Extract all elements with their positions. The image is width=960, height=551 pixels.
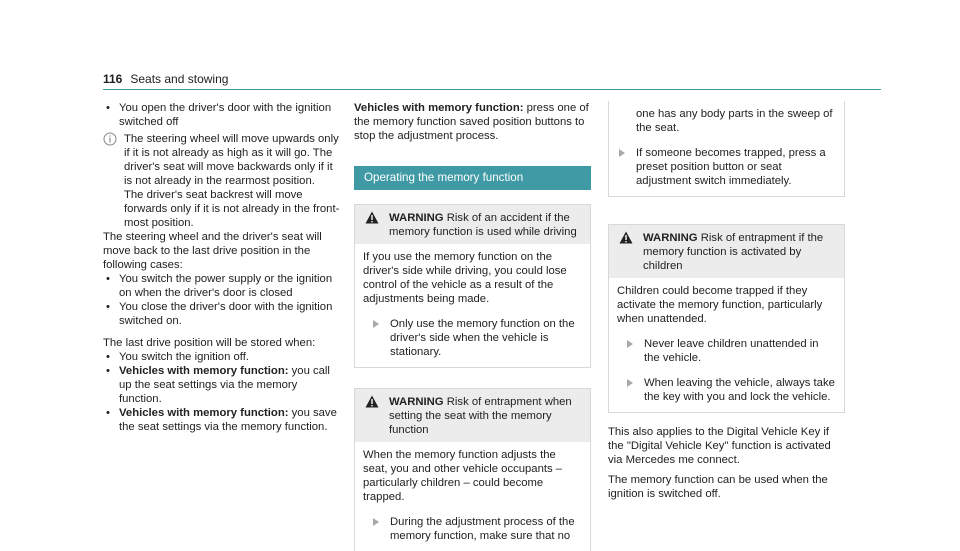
paragraph: The last drive position will be stored when: [103, 337, 316, 349]
list-item: • You open the driver's door with the ignition switched off [103, 101, 340, 129]
warning-title: Risk of entrapment if the memory function is activated by children [643, 232, 824, 272]
info-note [103, 132, 340, 230]
arrow-icon [373, 320, 379, 328]
step-item [617, 376, 836, 404]
column-3 [608, 101, 845, 501]
arrow-icon [627, 379, 633, 387]
paragraph [354, 101, 591, 143]
step-item [617, 337, 836, 365]
paragraph: This also applies to the Digital Vehicle Key if the "Digital Vehicle Key" function is activated via Mercedes me connect. [608, 426, 831, 466]
step-item [609, 146, 836, 188]
warning-text: Children could become trapped if they activate the memory function, particularly when unattended. [617, 285, 823, 325]
info-text-2: The driver's seat backrest will move forwards only if it is not already in the front-most position. [124, 189, 340, 229]
warning-icon [365, 395, 379, 408]
bold-label: Vehicles with memory function: [354, 102, 524, 114]
step-text: Only use the memory function on the driver's side when the vehicle is stationary. [390, 318, 575, 358]
step-text: If someone becomes trapped, press a preset position button or seat adjustment switch immediately. [636, 147, 826, 187]
paragraph: The steering wheel and the driver's seat will move back to the last drive position in the following cases: [103, 231, 322, 271]
warning-body [355, 442, 590, 551]
warning-text: If you use the memory function on the driver's side while driving, you could lose control of the vehicle as a result of the adjustments being made. [363, 251, 567, 305]
warning-label: WARNING [643, 232, 698, 244]
arrow-icon [619, 149, 625, 157]
step-text: During the adjustment process of the memory function, make sure that no [390, 516, 575, 542]
step-text: When leaving the vehicle, always take the key with you and lock the vehicle. [644, 377, 835, 403]
warning-box [354, 388, 591, 551]
warning-continued [608, 101, 845, 197]
list-item: • You switch the power supply or the ignition on when the driver's door is closed [103, 272, 340, 300]
item-text: you call up the seat settings via the memory function. [119, 365, 330, 405]
page-header [103, 72, 228, 86]
paragraph-text: press one of the memory function saved position buttons to stop the adjustment process. [354, 102, 589, 142]
item-text: you save the seat settings via the memory function. [119, 407, 337, 433]
warning-title: Risk of an accident if the memory function is used while driving [389, 212, 577, 238]
step-item [363, 515, 582, 543]
step-text: Never leave children unattended in the vehicle. [644, 338, 819, 364]
list-item [103, 406, 340, 434]
warning-icon [365, 211, 379, 224]
warning-header [609, 225, 844, 278]
section-title: Seats and stowing [130, 72, 229, 86]
column-2 [354, 101, 591, 551]
warning-header [355, 389, 590, 442]
warning-box [354, 204, 591, 368]
warning-box [608, 224, 845, 413]
list-item: • You switch the ignition off. [103, 350, 340, 364]
info-icon [103, 132, 117, 146]
list-item [103, 364, 340, 406]
warning-title: Risk of entrapment when setting the seat with the memory function [389, 396, 572, 436]
step-item [363, 317, 582, 359]
section-heading: Operating the memory function [354, 166, 591, 190]
header-rule [103, 89, 881, 90]
arrow-icon [627, 340, 633, 348]
warning-label: WARNING [389, 212, 444, 224]
column-1 [103, 101, 340, 434]
bold-label: Vehicles with memory function: [119, 365, 289, 377]
warning-text: When the memory function adjusts the seat, you and other vehicle occupants – particularly children – could become trapped. [363, 449, 563, 503]
warning-header [355, 205, 590, 244]
warning-body [355, 244, 590, 367]
warning-label: WARNING [389, 396, 444, 408]
warning-icon [619, 231, 633, 244]
info-text: The steering wheel will move upwards only if it is not already as high as it will go. The driver's seat will move backwards only if it is not already in the rearmost position. [124, 133, 339, 187]
warning-text: one has any body parts in the sweep of the seat. [636, 108, 833, 134]
page-number: 116 [103, 72, 123, 86]
paragraph: The memory function can be used when the ignition is switched off. [608, 474, 828, 500]
bold-label: Vehicles with memory function: [119, 407, 289, 419]
warning-body [609, 278, 844, 412]
arrow-icon [373, 518, 379, 526]
list-item: • You close the driver's door with the ignition switched on. [103, 300, 340, 328]
